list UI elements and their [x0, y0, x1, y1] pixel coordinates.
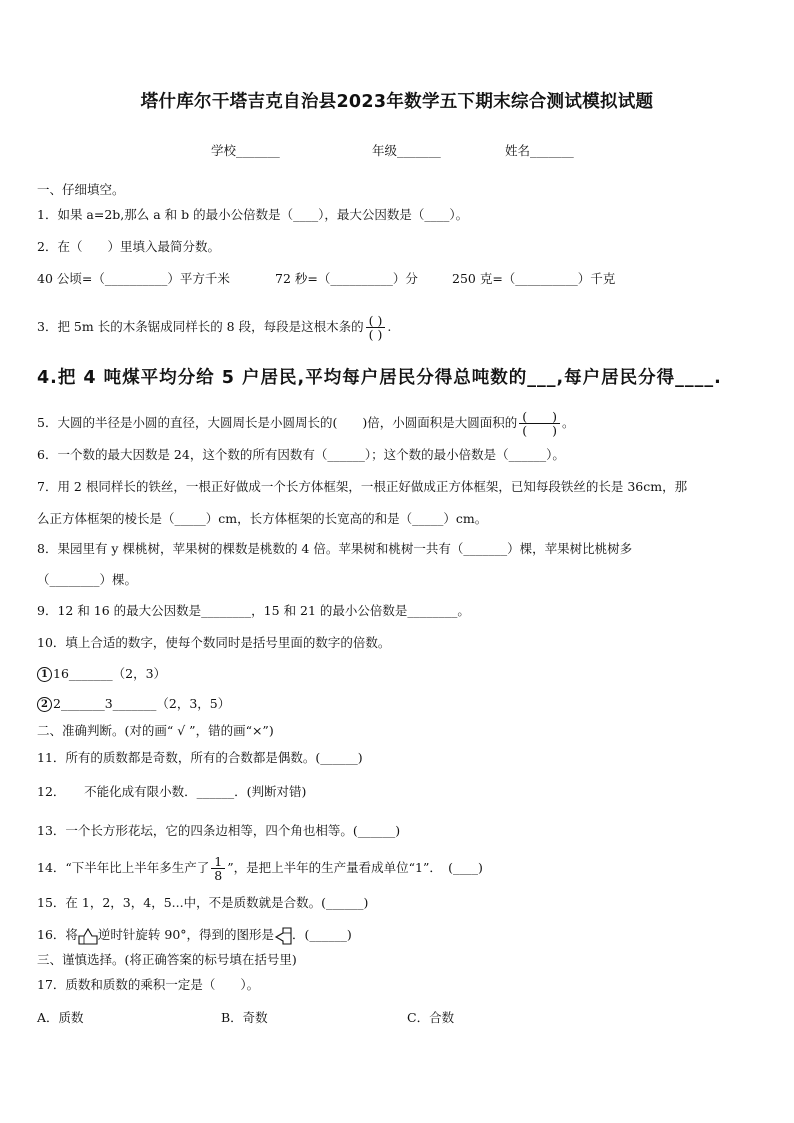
question-5 — [37, 410, 575, 437]
question-16-text: 16．将 — [37, 927, 78, 942]
question-16-middle: 逆时针旋转 90°，得到的图形是 — [97, 927, 275, 942]
fraction-blank — [366, 314, 386, 341]
question-17: 17．质数和质数的乘积一定是（ ）。 — [37, 977, 260, 992]
fraction-one-eighth — [211, 855, 225, 882]
question-10: 10．填上合适的数字，使每个数同时是括号里面的数字的倍数。 — [37, 635, 391, 650]
fraction-denominator: 8 — [214, 868, 223, 883]
school-field: 学校_______ — [211, 143, 280, 158]
question-4: 4.把 4 吨煤平均分给 5 户居民,平均每户居民分得总吨数的___,每户居民分得____. — [37, 368, 722, 388]
question-14-end: ”，是把上半年的生产量看成单位“1”． (____) — [227, 860, 483, 875]
question-14 — [37, 855, 483, 882]
option-a: A．质数 — [37, 1010, 84, 1025]
name-field: 姓名_______ — [505, 143, 574, 158]
rotated-arrow-shape-icon — [274, 927, 292, 945]
question-13: 13．一个长方形花坛，它的四条边相等，四个角也相等。(______) — [37, 823, 401, 838]
question-7-line-2: 么正方体框架的棱长是（_____）cm，长方体框架的长宽高的和是（_____）cm。 — [37, 511, 488, 526]
fraction-numerator: ( ) — [366, 314, 386, 328]
question-10-part-1-text: 16_______（2，3） — [53, 666, 167, 681]
fraction-denominator: ( ) — [522, 423, 557, 438]
question-5-end: 。 — [561, 415, 575, 430]
question-6: 6．一个数的最大因数是 24，这个数的所有因数有（______）；这个数的最小倍数是（______）。 — [37, 447, 565, 462]
question-16-end: ．(______) — [292, 927, 352, 942]
fraction-numerator: ( ) — [519, 410, 560, 424]
question-12: 12． 不能化成有限小数．______．(判断对错) — [37, 784, 307, 799]
grade-field: 年级_______ — [372, 143, 441, 158]
section-heading-3: 三、谨慎选择。(将正确答案的标号填在括号里) — [37, 952, 297, 967]
question-15: 15．在 1，2，3，4，5...中，不是质数就是合数。(______) — [37, 895, 369, 910]
page-title: 塔什库尔干塔吉克自治县2023年数学五下期末综合测试模拟试题 — [140, 92, 654, 112]
question-3-end: . — [387, 319, 392, 334]
question-10-part-2 — [37, 695, 230, 713]
fraction-blank — [519, 410, 560, 437]
section-heading-2: 二、准确判断。(对的画“ √ ”，错的画“×”) — [37, 723, 274, 738]
option-b: B．奇数 — [221, 1010, 268, 1025]
question-1: 1．如果 a=2b,那么 a 和 b 的最小公倍数是（____），最大公因数是（____）。 — [37, 207, 469, 222]
question-10-part-2-text: 2_______3_______（2，3，5） — [53, 696, 231, 711]
question-14-text: 14．“下半年比上半年多生产了 — [37, 860, 210, 875]
fraction-denominator: ( ) — [368, 327, 383, 342]
question-5-text: 5．大圆的半径是小圆的直径，大圆周长是小圆周长的( )倍，小圆面积是大圆面积的 — [37, 415, 518, 430]
fraction-numerator: 1 — [211, 855, 225, 869]
question-16 — [37, 926, 352, 945]
circled-number-1-icon: 1 — [37, 667, 52, 682]
question-8-line-2: （________）棵。 — [37, 572, 138, 587]
question-3-text: 3．把 5m 长的木条锯成同样长的 8 段，每段是这根木条的 — [37, 319, 364, 334]
section-heading-1: 一、仔细填空。 — [37, 182, 125, 197]
question-2: 2．在（ ）里填入最简分数。 — [37, 239, 220, 254]
question-2-item-b: 72 秒=（__________）分 — [275, 271, 418, 286]
question-11: 11．所有的质数都是奇数，所有的合数都是偶数。(______) — [37, 750, 363, 765]
question-8-line-1: 8．果园里有 y 棵桃树，苹果树的棵数是桃数的 4 倍。苹果树和桃树一共有（_______）棵，苹果树比桃树多 — [37, 541, 633, 556]
arrow-shape-icon — [78, 927, 98, 945]
question-3 — [37, 314, 391, 341]
question-7-line-1: 7．用 2 根同样长的铁丝，一根正好做成一个长方体框架，一根正好做成正方体框架，已知每段铁丝的长是 36cm，那 — [37, 479, 688, 494]
question-2-item-c: 250 克=（__________）千克 — [452, 271, 616, 286]
circled-number-2-icon: 2 — [37, 697, 52, 712]
option-c: C．合数 — [407, 1010, 455, 1025]
question-9: 9．12 和 16 的最大公因数是________，15 和 21 的最小公倍数是________。 — [37, 603, 470, 618]
question-10-part-1 — [37, 665, 166, 683]
question-2-item-a: 40 公顷=（__________）平方千米 — [37, 271, 230, 286]
